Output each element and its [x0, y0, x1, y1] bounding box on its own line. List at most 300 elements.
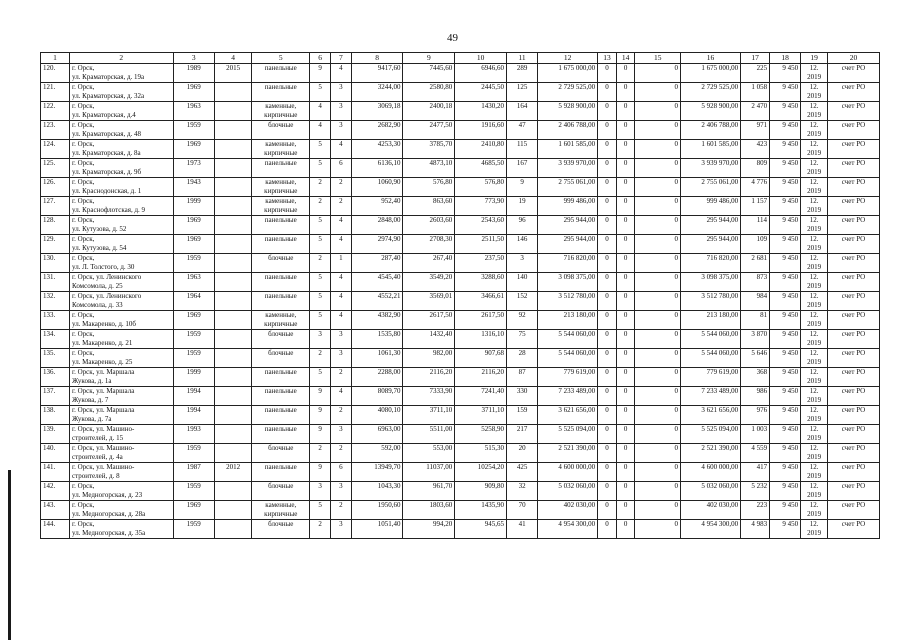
cell-planned-date: 12. 2019 [801, 216, 828, 235]
cell-year-renovated [215, 216, 252, 235]
cell-year-built: 1994 [173, 387, 214, 406]
cell-year-built: 1963 [173, 273, 214, 292]
cell-total-area: 8089,70 [351, 387, 403, 406]
table-row [41, 140, 880, 159]
cell-wall-material: панельные [252, 83, 310, 102]
cell-planned-date: 12. 2019 [801, 140, 828, 159]
cell-total-area: 4253,30 [351, 140, 403, 159]
cell-cost-col-15: 0 [635, 444, 681, 463]
cell-row-index: 125. [41, 159, 70, 178]
cell-floors: 2 [310, 254, 331, 273]
cell-limit-cost: 9 450 [770, 368, 801, 387]
cell-total-area: 2682,90 [351, 121, 403, 140]
cell-address: г. Орск, ул. Машино- строителей, д. 4а [70, 444, 174, 463]
cell-planned-date: 12. 2019 [801, 83, 828, 102]
cell-year-renovated [215, 273, 252, 292]
cell-cost-col-15: 0 [635, 292, 681, 311]
cell-floors: 4 [310, 121, 331, 140]
cell-residents: 330 [507, 387, 538, 406]
cell-residential-area: 945,65 [455, 520, 507, 539]
column-header-11: 11 [507, 53, 538, 64]
cell-cost-col-15: 0 [635, 140, 681, 159]
cell-cost-col-13: 0 [598, 406, 617, 425]
cell-cost-col-13: 0 [598, 178, 617, 197]
cell-cost-col-14: 0 [616, 292, 635, 311]
table-row [41, 254, 880, 273]
cell-cost-col-15: 0 [635, 501, 681, 520]
cell-cost-col-13: 0 [598, 292, 617, 311]
cell-cost-col-16: 5 544 060,00 [681, 349, 741, 368]
cell-row-index: 140. [41, 444, 70, 463]
cell-entrances: 2 [330, 368, 351, 387]
cell-residential-area: 3466,61 [455, 292, 507, 311]
cell-living-area: 3711,10 [403, 406, 455, 425]
cell-residents: 28 [507, 349, 538, 368]
column-header-16: 16 [681, 53, 741, 64]
cell-year-built: 1969 [173, 501, 214, 520]
cell-entrances: 3 [330, 121, 351, 140]
cell-row-index: 124. [41, 140, 70, 159]
cell-entrances: 4 [330, 216, 351, 235]
cell-cost-col-15: 0 [635, 330, 681, 349]
table-row [41, 444, 880, 463]
cell-residents: 125 [507, 83, 538, 102]
cell-limit-cost: 9 450 [770, 520, 801, 539]
cell-wall-material: панельные [252, 159, 310, 178]
cell-wall-material: блочные [252, 121, 310, 140]
cell-total-area: 592,00 [351, 444, 403, 463]
cell-row-index: 130. [41, 254, 70, 273]
cell-funding-method: счет РО [828, 64, 880, 83]
cell-residents: 159 [507, 406, 538, 425]
table-row [41, 178, 880, 197]
cell-year-renovated [215, 83, 252, 102]
cell-wall-material: каменные, кирпичные [252, 197, 310, 216]
cell-floors: 2 [310, 178, 331, 197]
cell-cost-col-13: 0 [598, 311, 617, 330]
cell-cost-col-16: 1 601 585,00 [681, 140, 741, 159]
cell-cost-col-14: 0 [616, 501, 635, 520]
cell-cost-col-13: 0 [598, 368, 617, 387]
cell-living-area: 7445,60 [403, 64, 455, 83]
cell-address: г. Орск, ул. Краматорская, д. 8а [70, 140, 174, 159]
table-row [41, 292, 880, 311]
cell-cost-col-14: 0 [616, 520, 635, 539]
column-header-14: 14 [616, 53, 635, 64]
cell-living-area: 3785,70 [403, 140, 455, 159]
table-row [41, 501, 880, 520]
cell-year-renovated [215, 406, 252, 425]
cell-cost-col-15: 0 [635, 64, 681, 83]
cell-cost-col-15: 0 [635, 349, 681, 368]
cell-year-renovated [215, 501, 252, 520]
cell-limit-cost: 9 450 [770, 178, 801, 197]
cell-limit-cost: 9 450 [770, 254, 801, 273]
cell-total-area: 4382,90 [351, 311, 403, 330]
cell-residents: 164 [507, 102, 538, 121]
cell-address: г. Орск, ул. Краматорская, д. 9б [70, 159, 174, 178]
cell-entrances: 3 [330, 425, 351, 444]
cell-residents: 32 [507, 482, 538, 501]
cell-address: г. Орск, ул. Краснодонская, д. 1 [70, 178, 174, 197]
cell-residents: 217 [507, 425, 538, 444]
cell-row-index: 136. [41, 368, 70, 387]
cell-residential-area: 1916,60 [455, 121, 507, 140]
cell-living-area: 994,20 [403, 520, 455, 539]
cell-address: г. Орск, ул. Медногорская, д. 28а [70, 501, 174, 520]
cell-cost-col-13: 0 [598, 330, 617, 349]
cell-cost-col-13: 0 [598, 254, 617, 273]
cell-funding-method: счет РО [828, 140, 880, 159]
cell-wall-material: блочные [252, 349, 310, 368]
table-row [41, 311, 880, 330]
cell-cost-col-13: 0 [598, 520, 617, 539]
column-number-header-row [41, 53, 880, 64]
cell-total-area: 952,40 [351, 197, 403, 216]
cell-year-built: 1973 [173, 159, 214, 178]
cell-wall-material: панельные [252, 273, 310, 292]
cell-limit-cost: 9 450 [770, 444, 801, 463]
cell-funding-method: счет РО [828, 197, 880, 216]
cell-floors: 5 [310, 83, 331, 102]
cell-entrances: 2 [330, 501, 351, 520]
cell-cost-col-13: 0 [598, 64, 617, 83]
cell-cost-col-13: 0 [598, 121, 617, 140]
cell-planned-date: 12. 2019 [801, 235, 828, 254]
cell-funding-method: счет РО [828, 406, 880, 425]
cell-limit-cost: 9 450 [770, 501, 801, 520]
cell-residents: 425 [507, 463, 538, 482]
cell-cost-col-16: 5 544 060,00 [681, 330, 741, 349]
cell-address: г. Орск, ул. Машино- строителей, д. 8 [70, 463, 174, 482]
column-header-19: 19 [801, 53, 828, 64]
cell-cost-col-16: 2 729 525,00 [681, 83, 741, 102]
cell-cost-col-15: 0 [635, 254, 681, 273]
table-row [41, 235, 880, 254]
cell-total-cost: 2 755 061,00 [538, 178, 598, 197]
housing-register-table [40, 52, 880, 539]
cell-cost-col-16: 1 675 000,00 [681, 64, 741, 83]
cell-cost-col-14: 0 [616, 273, 635, 292]
cell-address: г. Орск, ул. Макаренко, д. 21 [70, 330, 174, 349]
cell-address: г. Орск, ул. Маршала Жукова, д. 7а [70, 406, 174, 425]
cell-cost-col-15: 0 [635, 368, 681, 387]
cell-unit-cost: 1 003 [741, 425, 770, 444]
cell-residents: 9 [507, 178, 538, 197]
cell-cost-col-13: 0 [598, 83, 617, 102]
column-header-9: 9 [403, 53, 455, 64]
cell-cost-col-13: 0 [598, 349, 617, 368]
cell-wall-material: панельные [252, 292, 310, 311]
cell-cost-col-14: 0 [616, 140, 635, 159]
cell-planned-date: 12. 2019 [801, 64, 828, 83]
cell-residents: 115 [507, 140, 538, 159]
page-number: 49 [447, 32, 458, 44]
cell-row-index: 129. [41, 235, 70, 254]
cell-year-renovated [215, 102, 252, 121]
cell-total-cost: 1 601 585,00 [538, 140, 598, 159]
cell-living-area: 576,80 [403, 178, 455, 197]
cell-living-area: 1803,60 [403, 501, 455, 520]
cell-address: г. Орск, ул. Машино- строителей, д. 15 [70, 425, 174, 444]
cell-cost-col-15: 0 [635, 102, 681, 121]
cell-living-area: 863,60 [403, 197, 455, 216]
cell-address: г. Орск, ул. Медногорская, д. 35а [70, 520, 174, 539]
cell-planned-date: 12. 2019 [801, 463, 828, 482]
cell-year-renovated [215, 425, 252, 444]
cell-floors: 2 [310, 444, 331, 463]
cell-planned-date: 12. 2019 [801, 102, 828, 121]
cell-unit-cost: 3 870 [741, 330, 770, 349]
cell-entrances: 2 [330, 197, 351, 216]
cell-year-built: 1999 [173, 368, 214, 387]
cell-limit-cost: 9 450 [770, 140, 801, 159]
cell-wall-material: панельные [252, 425, 310, 444]
table-row [41, 463, 880, 482]
cell-living-area: 1432,40 [403, 330, 455, 349]
cell-residential-area: 576,80 [455, 178, 507, 197]
cell-total-cost: 213 180,00 [538, 311, 598, 330]
cell-total-cost: 999 486,00 [538, 197, 598, 216]
cell-address: г. Орск, ул. Медногорская, д. 23 [70, 482, 174, 501]
cell-unit-cost: 368 [741, 368, 770, 387]
cell-wall-material: блочные [252, 482, 310, 501]
cell-funding-method: счет РО [828, 444, 880, 463]
column-header-7: 7 [330, 53, 351, 64]
cell-cost-col-14: 0 [616, 102, 635, 121]
cell-entrances: 2 [330, 444, 351, 463]
cell-row-index: 128. [41, 216, 70, 235]
cell-total-area: 3244,00 [351, 83, 403, 102]
cell-funding-method: счет РО [828, 501, 880, 520]
cell-living-area: 7333,90 [403, 387, 455, 406]
cell-residents: 146 [507, 235, 538, 254]
cell-floors: 2 [310, 520, 331, 539]
table-row [41, 406, 880, 425]
cell-total-cost: 5 032 060,00 [538, 482, 598, 501]
cell-residents: 92 [507, 311, 538, 330]
cell-total-cost: 5 525 094,00 [538, 425, 598, 444]
cell-year-renovated: 2015 [215, 64, 252, 83]
cell-address: г. Орск, ул. Кутузова, д. 54 [70, 235, 174, 254]
cell-cost-col-13: 0 [598, 159, 617, 178]
cell-living-area: 3549,20 [403, 273, 455, 292]
cell-residential-area: 1435,90 [455, 501, 507, 520]
cell-unit-cost: 4 559 [741, 444, 770, 463]
cell-residents: 75 [507, 330, 538, 349]
column-header-18: 18 [770, 53, 801, 64]
cell-address: г. Орск, ул. Ленинского Комсомола, д. 25 [70, 273, 174, 292]
cell-year-renovated [215, 444, 252, 463]
cell-cost-col-14: 0 [616, 330, 635, 349]
cell-planned-date: 12. 2019 [801, 501, 828, 520]
cell-floors: 5 [310, 273, 331, 292]
cell-total-cost: 3 939 970,00 [538, 159, 598, 178]
cell-floors: 9 [310, 425, 331, 444]
cell-funding-method: счет РО [828, 254, 880, 273]
cell-cost-col-13: 0 [598, 387, 617, 406]
table-row [41, 368, 880, 387]
cell-funding-method: счет РО [828, 520, 880, 539]
cell-address: г. Орск, ул. Кутузова, д. 52 [70, 216, 174, 235]
table-row [41, 121, 880, 140]
cell-cost-col-14: 0 [616, 406, 635, 425]
cell-entrances: 3 [330, 102, 351, 121]
cell-cost-col-15: 0 [635, 311, 681, 330]
cell-cost-col-16: 4 600 000,00 [681, 463, 741, 482]
cell-cost-col-16: 7 233 489,00 [681, 387, 741, 406]
cell-floors: 5 [310, 235, 331, 254]
cell-address: г. Орск, ул. Краматорская, д. 48 [70, 121, 174, 140]
table-row [41, 387, 880, 406]
cell-cost-col-13: 0 [598, 482, 617, 501]
cell-floors: 3 [310, 482, 331, 501]
cell-total-cost: 7 233 489,00 [538, 387, 598, 406]
cell-wall-material: блочные [252, 330, 310, 349]
cell-funding-method: счет РО [828, 387, 880, 406]
cell-cost-col-16: 3 512 780,00 [681, 292, 741, 311]
cell-cost-col-13: 0 [598, 463, 617, 482]
cell-cost-col-16: 3 098 375,00 [681, 273, 741, 292]
cell-residential-area: 3711,10 [455, 406, 507, 425]
cell-residents: 47 [507, 121, 538, 140]
cell-funding-method: счет РО [828, 83, 880, 102]
cell-total-area: 1535,80 [351, 330, 403, 349]
cell-row-index: 123. [41, 121, 70, 140]
cell-cost-col-14: 0 [616, 159, 635, 178]
cell-entrances: 4 [330, 273, 351, 292]
cell-cost-col-13: 0 [598, 216, 617, 235]
cell-total-cost: 5 928 900,00 [538, 102, 598, 121]
cell-cost-col-13: 0 [598, 444, 617, 463]
cell-cost-col-15: 0 [635, 482, 681, 501]
cell-residents: 289 [507, 64, 538, 83]
cell-address: г. Орск, ул. Краматорская, д.4 [70, 102, 174, 121]
cell-unit-cost: 976 [741, 406, 770, 425]
cell-funding-method: счет РО [828, 482, 880, 501]
cell-living-area: 961,70 [403, 482, 455, 501]
cell-cost-col-13: 0 [598, 273, 617, 292]
cell-year-renovated [215, 178, 252, 197]
cell-cost-col-15: 0 [635, 83, 681, 102]
cell-wall-material: панельные [252, 216, 310, 235]
cell-entrances: 4 [330, 311, 351, 330]
cell-unit-cost: 114 [741, 216, 770, 235]
cell-floors: 5 [310, 311, 331, 330]
cell-address: г. Орск, ул. Маршала Жукова, д. 7 [70, 387, 174, 406]
cell-residents: 152 [507, 292, 538, 311]
cell-row-index: 138. [41, 406, 70, 425]
column-header-3: 3 [173, 53, 214, 64]
cell-planned-date: 12. 2019 [801, 482, 828, 501]
cell-row-index: 135. [41, 349, 70, 368]
cell-year-renovated [215, 349, 252, 368]
cell-unit-cost: 1 058 [741, 83, 770, 102]
cell-residential-area: 2543,60 [455, 216, 507, 235]
cell-total-cost: 2 521 390,00 [538, 444, 598, 463]
cell-floors: 9 [310, 463, 331, 482]
cell-entrances: 1 [330, 254, 351, 273]
cell-row-index: 141. [41, 463, 70, 482]
cell-wall-material: панельные [252, 64, 310, 83]
cell-cost-col-15: 0 [635, 159, 681, 178]
cell-funding-method: счет РО [828, 330, 880, 349]
cell-total-area: 287,40 [351, 254, 403, 273]
cell-entrances: 4 [330, 387, 351, 406]
cell-funding-method: счет РО [828, 159, 880, 178]
cell-year-renovated [215, 368, 252, 387]
cell-residential-area: 907,68 [455, 349, 507, 368]
cell-residents: 20 [507, 444, 538, 463]
cell-unit-cost: 984 [741, 292, 770, 311]
cell-unit-cost: 4 776 [741, 178, 770, 197]
cell-limit-cost: 9 450 [770, 311, 801, 330]
cell-cost-col-16: 779 619,00 [681, 368, 741, 387]
cell-unit-cost: 2 681 [741, 254, 770, 273]
cell-residential-area: 10254,20 [455, 463, 507, 482]
cell-cost-col-14: 0 [616, 463, 635, 482]
cell-planned-date: 12. 2019 [801, 406, 828, 425]
cell-row-index: 143. [41, 501, 70, 520]
cell-floors: 2 [310, 197, 331, 216]
cell-planned-date: 12. 2019 [801, 349, 828, 368]
cell-wall-material: блочные [252, 254, 310, 273]
cell-living-area: 982,00 [403, 349, 455, 368]
cell-year-built: 1964 [173, 292, 214, 311]
table-row [41, 159, 880, 178]
table-row [41, 425, 880, 444]
column-header-12: 12 [538, 53, 598, 64]
cell-cost-col-16: 2 406 788,00 [681, 121, 741, 140]
cell-unit-cost: 417 [741, 463, 770, 482]
cell-cost-col-16: 5 032 060,00 [681, 482, 741, 501]
cell-cost-col-14: 0 [616, 83, 635, 102]
cell-funding-method: счет РО [828, 235, 880, 254]
cell-cost-col-16: 716 820,00 [681, 254, 741, 273]
cell-funding-method: счет РО [828, 102, 880, 121]
cell-entrances: 4 [330, 292, 351, 311]
column-header-20: 20 [828, 53, 880, 64]
cell-planned-date: 12. 2019 [801, 425, 828, 444]
cell-address: г. Орск, ул. Краматорская, д. 19а [70, 64, 174, 83]
cell-total-cost: 2 729 525,00 [538, 83, 598, 102]
column-header-13: 13 [598, 53, 617, 64]
cell-cost-col-14: 0 [616, 482, 635, 501]
cell-entrances: 3 [330, 349, 351, 368]
cell-limit-cost: 9 450 [770, 330, 801, 349]
cell-cost-col-14: 0 [616, 235, 635, 254]
cell-limit-cost: 9 450 [770, 273, 801, 292]
cell-living-area: 11037,00 [403, 463, 455, 482]
cell-floors: 9 [310, 406, 331, 425]
cell-limit-cost: 9 450 [770, 159, 801, 178]
cell-floors: 3 [310, 330, 331, 349]
cell-total-area: 4080,10 [351, 406, 403, 425]
cell-year-built: 1959 [173, 349, 214, 368]
cell-cost-col-14: 0 [616, 121, 635, 140]
cell-row-index: 139. [41, 425, 70, 444]
cell-row-index: 126. [41, 178, 70, 197]
cell-entrances: 4 [330, 140, 351, 159]
cell-living-area: 553,00 [403, 444, 455, 463]
cell-year-built: 1943 [173, 178, 214, 197]
cell-residential-area: 2410,80 [455, 140, 507, 159]
cell-unit-cost: 809 [741, 159, 770, 178]
cell-total-area: 13949,70 [351, 463, 403, 482]
cell-unit-cost: 225 [741, 64, 770, 83]
cell-cost-col-15: 0 [635, 425, 681, 444]
cell-limit-cost: 9 450 [770, 64, 801, 83]
